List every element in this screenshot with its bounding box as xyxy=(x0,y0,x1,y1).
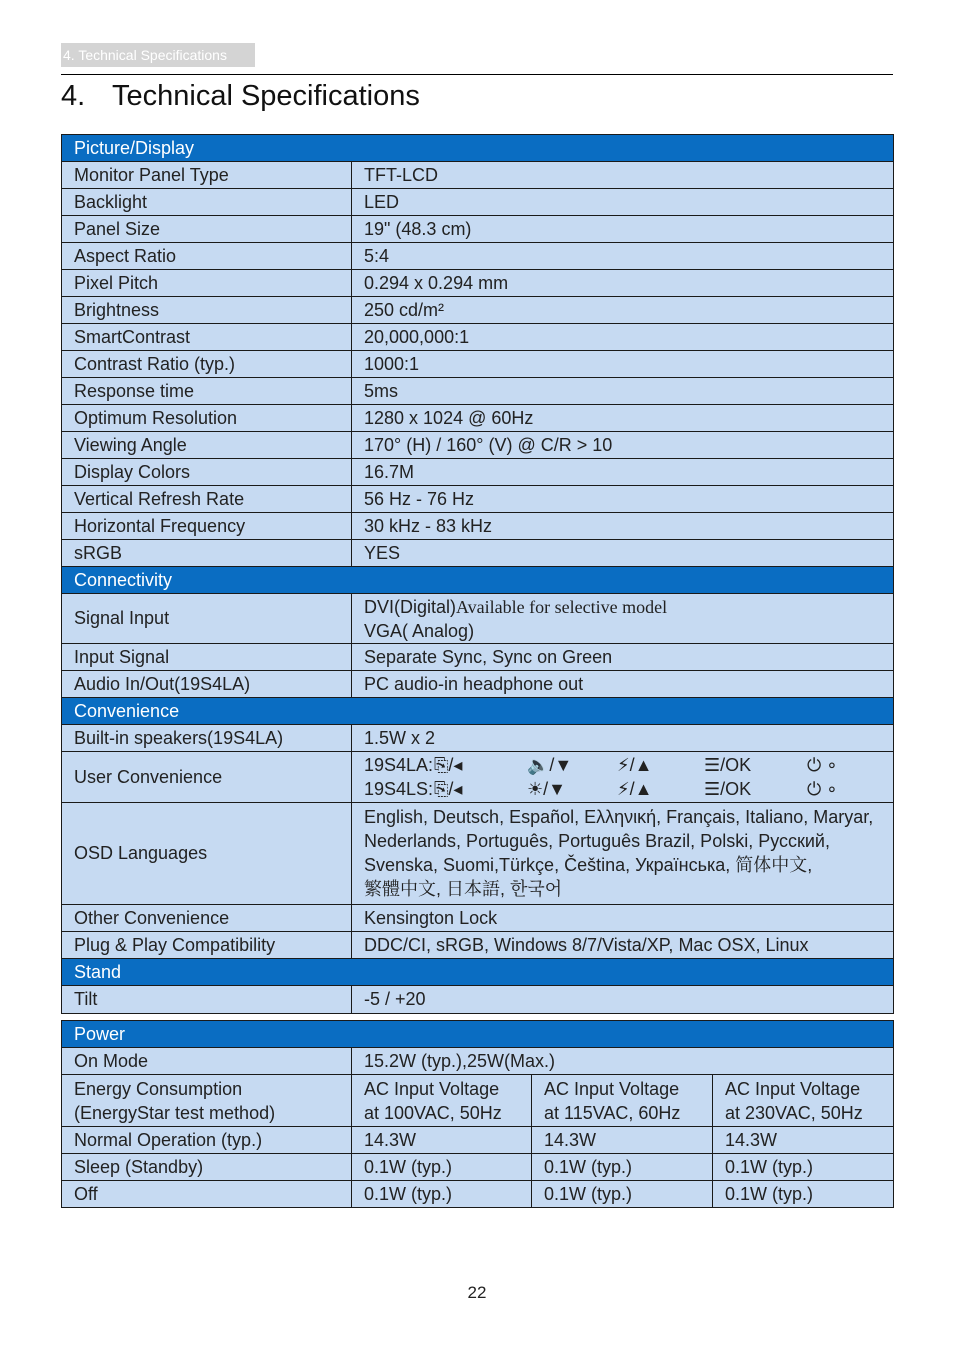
row-value: 1280 x 1024 @ 60Hz xyxy=(352,405,894,432)
page-title xyxy=(61,80,420,113)
table-row xyxy=(62,459,894,486)
row-value: 0.1W (typ.) xyxy=(352,1154,532,1181)
row-value: 30 kHz - 83 kHz xyxy=(352,513,894,540)
osd-line: English, Deutsch, Español, Ελληνική, Français, Italiano, Maryar, xyxy=(364,807,874,827)
table-row xyxy=(62,513,894,540)
row-label: Contrast Ratio (typ.) xyxy=(62,351,352,378)
table-row xyxy=(62,1048,894,1075)
page-number: 22 xyxy=(467,1283,487,1302)
row-label: Response time xyxy=(62,378,352,405)
label-line: Energy Consumption xyxy=(74,1078,243,1099)
row-value xyxy=(352,752,894,803)
row-label: Vertical Refresh Rate xyxy=(62,486,352,513)
row-label: Aspect Ratio xyxy=(62,243,352,270)
table-row xyxy=(62,932,894,959)
table-row xyxy=(62,216,894,243)
table-row xyxy=(62,297,894,324)
header-line: AC Input Voltage xyxy=(544,1078,680,1099)
header-rule xyxy=(61,74,893,75)
label-line: (EnergyStar test method) xyxy=(74,1102,276,1123)
model-label: 19S4LA: xyxy=(364,755,434,775)
row-value: 14.3W xyxy=(352,1127,532,1154)
row-value: 14.3W xyxy=(713,1127,894,1154)
row-label: Normal Operation (typ.) xyxy=(62,1127,352,1154)
row-label: Brightness xyxy=(62,297,352,324)
row-value: 0.1W (typ.) xyxy=(532,1181,713,1208)
signal-analog: VGA( Analog) xyxy=(364,620,475,641)
section-header-power xyxy=(62,1021,894,1048)
header-line: at 230VAC, 50Hz xyxy=(725,1102,863,1123)
section-header-stand xyxy=(62,959,894,986)
section-header-connectivity xyxy=(62,567,894,594)
volume-down-icon: 🔈/▼ xyxy=(527,755,573,775)
power-icon: ⏻ ∘ xyxy=(807,779,838,799)
section-header-convenience xyxy=(62,698,894,725)
row-value: PC audio-in headphone out xyxy=(352,671,894,698)
signal-note: Available for selective model xyxy=(456,596,668,617)
row-value: 170° (H) / 160° (V) @ C/R > 10 xyxy=(352,432,894,459)
table-row xyxy=(62,1075,894,1127)
row-value: DDC/CI, sRGB, Windows 8/7/Vista/XP, Mac OSX, Linux xyxy=(352,932,894,959)
header-line: at 100VAC, 50Hz xyxy=(364,1102,502,1123)
row-label: SmartContrast xyxy=(62,324,352,351)
row-value: 14.3W xyxy=(532,1127,713,1154)
row-value: 0.294 x 0.294 mm xyxy=(352,270,894,297)
voltage-100-header xyxy=(352,1075,532,1127)
row-label: Tilt xyxy=(62,986,352,1014)
row-label: Display Colors xyxy=(62,459,352,486)
smartimage-up-icon: ⚡/▲ xyxy=(617,779,653,799)
menu-ok-icon: ☰/OK xyxy=(704,755,752,775)
row-label: Optimum Resolution xyxy=(62,405,352,432)
input-back-icon: ⎘/◂ xyxy=(434,755,463,775)
table-row xyxy=(62,671,894,698)
row-value xyxy=(352,803,894,905)
header-line: AC Input Voltage xyxy=(725,1078,861,1099)
table-row xyxy=(62,725,894,752)
section-title: Connectivity xyxy=(62,567,894,594)
table-row xyxy=(62,351,894,378)
table-row xyxy=(62,594,894,644)
row-label: User Convenience xyxy=(62,752,352,803)
row-label: Panel Size xyxy=(62,216,352,243)
osd-line: Svenska, Suomi,Türkçe, Čeština, Українська, 简体中文, xyxy=(364,855,813,875)
power-table xyxy=(61,1020,894,1208)
row-value: 0.1W (typ.) xyxy=(713,1154,894,1181)
input-back-icon: ⎘/◂ xyxy=(434,779,463,799)
header-line: at 115VAC, 60Hz xyxy=(544,1102,681,1123)
table-row xyxy=(62,1127,894,1154)
row-label: Sleep (Standby) xyxy=(62,1154,352,1181)
row-label: Off xyxy=(62,1181,352,1208)
table-row xyxy=(62,270,894,297)
table-row xyxy=(62,752,894,803)
row-value: -5 / +20 xyxy=(352,986,894,1014)
row-value: 5:4 xyxy=(352,243,894,270)
table-row xyxy=(62,540,894,567)
row-value: 5ms xyxy=(352,378,894,405)
row-value: YES xyxy=(352,540,894,567)
button-line-19s4ls xyxy=(364,777,893,801)
table-row xyxy=(62,162,894,189)
brightness-down-icon: ☀/▼ xyxy=(527,779,566,799)
row-label: Pixel Pitch xyxy=(62,270,352,297)
row-value: 16.7M xyxy=(352,459,894,486)
row-value xyxy=(352,594,894,644)
row-label: Plug & Play Compatibility xyxy=(62,932,352,959)
section-title: Convenience xyxy=(62,698,894,725)
menu-ok-icon: ☰/OK xyxy=(704,779,752,799)
section-header-picture xyxy=(62,135,894,162)
row-value: TFT-LCD xyxy=(352,162,894,189)
table-row xyxy=(62,189,894,216)
row-label: Audio In/Out(19S4LA) xyxy=(62,671,352,698)
row-label: Other Convenience xyxy=(62,905,352,932)
row-label: Horizontal Frequency xyxy=(62,513,352,540)
row-value: 56 Hz - 76 Hz xyxy=(352,486,894,513)
table-row xyxy=(62,986,894,1014)
row-label xyxy=(62,1075,352,1127)
row-label: Backlight xyxy=(62,189,352,216)
row-value: Kensington Lock xyxy=(352,905,894,932)
section-title: Stand xyxy=(62,959,894,986)
osd-line: 繁體中文, 日本語, 한국어 xyxy=(364,879,563,899)
table-row xyxy=(62,486,894,513)
table-row xyxy=(62,1154,894,1181)
row-value: 19" (48.3 cm) xyxy=(352,216,894,243)
title-number: 4. xyxy=(61,80,86,112)
title-text: Technical Specifications xyxy=(112,80,420,112)
row-label: On Mode xyxy=(62,1048,352,1075)
voltage-115-header xyxy=(532,1075,713,1127)
voltage-230-header xyxy=(713,1075,894,1127)
row-value: 1000:1 xyxy=(352,351,894,378)
row-value: 0.1W (typ.) xyxy=(352,1181,532,1208)
model-label: 19S4LS: xyxy=(364,779,434,799)
table-row xyxy=(62,243,894,270)
table-row xyxy=(62,378,894,405)
row-label: Built-in speakers(19S4LA) xyxy=(62,725,352,752)
row-value: 250 cd/m² xyxy=(352,297,894,324)
table-row xyxy=(62,644,894,671)
osd-line: Nederlands, Português, Português Brazil, Polski, Русский, xyxy=(364,831,830,851)
spec-table xyxy=(61,134,894,1014)
row-label: Viewing Angle xyxy=(62,432,352,459)
row-value: LED xyxy=(352,189,894,216)
signal-digital: DVI(Digital) xyxy=(364,596,457,617)
row-value: 15.2W (typ.),25W(Max.) xyxy=(352,1048,894,1075)
table-row xyxy=(62,1181,894,1208)
smartimage-up-icon: ⚡/▲ xyxy=(617,755,653,775)
button-line-19s4la xyxy=(364,753,893,777)
row-label: Monitor Panel Type xyxy=(62,162,352,189)
row-value: Separate Sync, Sync on Green xyxy=(352,644,894,671)
power-icon: ⏻ ∘ xyxy=(807,755,838,775)
table-row xyxy=(62,405,894,432)
row-value: 1.5W x 2 xyxy=(352,725,894,752)
row-label: Input Signal xyxy=(62,644,352,671)
row-label: sRGB xyxy=(62,540,352,567)
row-value: 0.1W (typ.) xyxy=(532,1154,713,1181)
section-tag: 4. Technical Specifications xyxy=(61,43,255,67)
row-label: OSD Languages xyxy=(62,803,352,905)
header-line: AC Input Voltage xyxy=(364,1078,500,1099)
table-row xyxy=(62,803,894,905)
table-row xyxy=(62,324,894,351)
table-row xyxy=(62,432,894,459)
row-label: Signal Input xyxy=(62,594,352,644)
section-title: Picture/Display xyxy=(62,135,894,162)
row-value: 0.1W (typ.) xyxy=(713,1181,894,1208)
row-value: 20,000,000:1 xyxy=(352,324,894,351)
section-title: Power xyxy=(62,1021,894,1048)
table-row xyxy=(62,905,894,932)
